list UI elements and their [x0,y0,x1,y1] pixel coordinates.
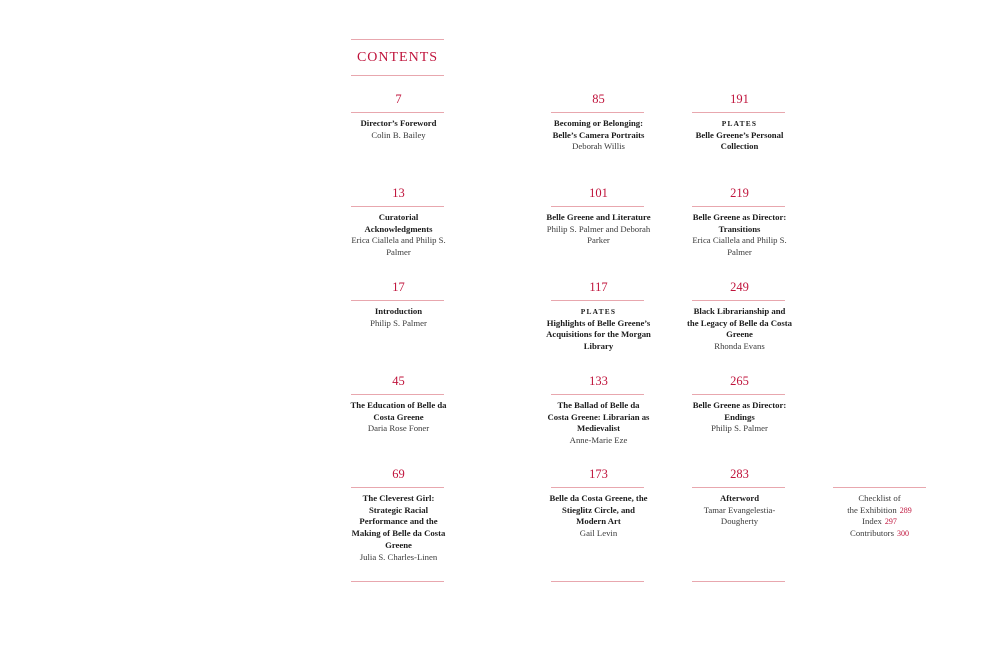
backmatter-label: Contributors [850,528,894,539]
entry-title: Belle Greene as Director: Transitions [692,212,787,234]
entry-title: Black Librarianship and the Legacy of Belle da Costa Greene [687,306,792,340]
toc-entry [687,212,792,259]
entry-author: Erica Ciallela and Philip S. Palmer [351,235,446,258]
page-number: 173 [589,467,608,481]
page-number: 17 [392,280,405,294]
entry-author: Philip S. Palmer [711,423,768,434]
entry-rule [692,112,785,113]
backmatter-item [822,516,937,528]
entry-rule [351,487,444,488]
page-number: 7 [395,92,402,106]
backmatter-rule [833,487,926,488]
page-number: 191 [730,92,749,106]
toc-entry [546,212,651,247]
backmatter-page-number: 300 [896,529,909,539]
entry-rule [551,487,644,488]
entry-title: Introduction [374,306,423,316]
toc-entry [346,212,451,259]
backmatter-label: the Exhibition [847,504,897,515]
entry-author: Tamar Evangelestia-Dougherty [703,504,776,527]
column-end-rule [351,581,444,582]
page-number: 283 [730,467,749,481]
entry-title: Curatorial Acknowledgments [364,212,433,234]
plates-label: PLATES [580,307,617,316]
entry-title: Belle da Costa Greene, the Stieglitz Circle, and Modern Art [549,493,648,527]
toc-entry [687,400,792,435]
page-number: 133 [589,374,608,388]
entry-rule [692,394,785,395]
page-number: 101 [589,186,608,200]
toc-entry [346,118,451,141]
backmatter-label: Index [862,516,882,527]
heading-rule-bottom [351,75,444,76]
entry-rule [351,394,444,395]
entry-author: Philip S. Palmer [370,317,427,328]
entry-author: Colin B. Bailey [371,129,426,140]
backmatter-item [822,528,937,540]
entry-rule [692,300,785,301]
page-number: 219 [730,186,749,200]
entry-title: Afterword [719,493,760,503]
toc-entry [346,306,451,329]
entry-author: Daria Rose Foner [367,423,430,434]
entry-title: The Cleverest Girl: Strategic Racial Performance and the Making of Belle da Costa Greene [351,493,446,550]
entry-rule [692,206,785,207]
entry-title: Belle Greene as Director: Endings [692,400,787,422]
backmatter-page-number: 297 [884,517,897,527]
heading-rule-top [351,39,444,40]
backmatter-list [822,493,937,540]
page-number: 13 [392,186,405,200]
column-end-rule [692,581,785,582]
page-number: 69 [392,467,405,481]
toc-entry [346,400,451,435]
entry-author: Deborah Willis [572,141,625,152]
page-number: 249 [730,280,749,294]
entry-author: Anne-Marie Eze [569,435,628,446]
entry-title: The Education of Belle da Costa Greene [350,400,447,422]
toc-entry [346,493,451,563]
column-end-rule [551,581,644,582]
entry-author: Gail Levin [579,528,618,539]
entry-rule [551,394,644,395]
page-number: 45 [392,374,405,388]
toc-entry [687,118,792,153]
entry-rule [551,300,644,301]
entry-author: Rhonda Evans [714,341,765,352]
plates-label: PLATES [721,119,758,128]
backmatter-label: Checklist of [858,493,901,503]
entry-rule [551,206,644,207]
toc-entry [546,493,651,540]
page-number: 85 [592,92,605,106]
entry-rule [351,112,444,113]
backmatter-item [822,493,937,505]
entry-rule [351,300,444,301]
backmatter-page-number: 289 [899,505,912,515]
page-number: 265 [730,374,749,388]
entry-rule [551,112,644,113]
entry-title: Highlights of Belle Greene’s Acquisitions for the Morgan Library [546,317,651,352]
backmatter-item [822,505,937,517]
page-number: 117 [589,280,608,294]
entry-title: The Ballad of Belle da Costa Greene: Librarian as Medievalist [547,400,650,434]
entry-title: Belle Greene and Literature [546,212,651,222]
toc-entry [546,306,651,353]
toc-entry [687,493,792,528]
toc-entry [546,400,651,447]
entry-title: Belle Greene’s Personal Collection [695,129,784,152]
entry-title: Director’s Foreword [360,118,437,128]
entry-author: Philip S. Palmer and Deborah Parker [546,223,651,246]
toc-entry [546,118,651,153]
entry-rule [351,206,444,207]
entry-author: Julia S. Charles-Linen [359,551,438,562]
page-title: CONTENTS [356,50,439,65]
entry-rule [692,487,785,488]
toc-entry [687,306,792,353]
entry-author: Erica Ciallela and Philip S. Palmer [692,235,787,258]
entry-title: Becoming or Belonging: Belle’s Camera Portraits [552,118,645,140]
